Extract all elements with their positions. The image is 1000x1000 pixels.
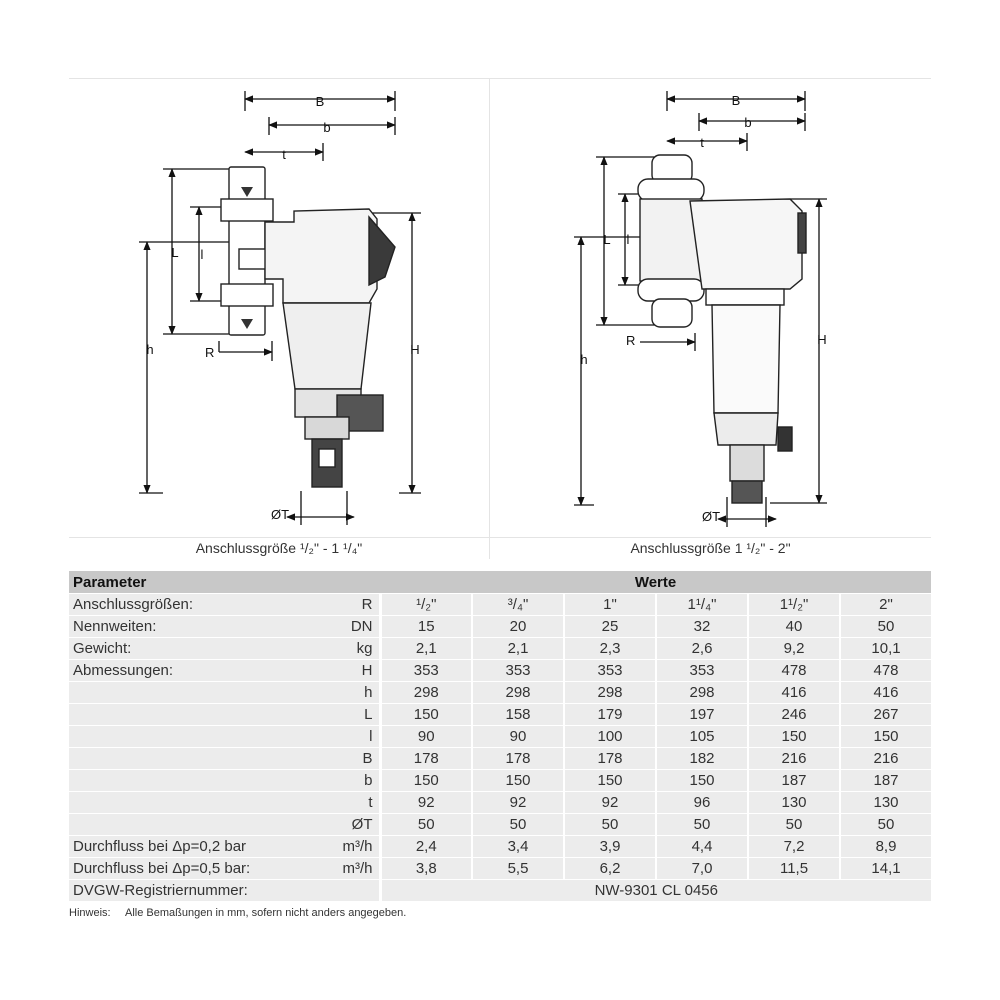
value-cell: 92 (564, 792, 656, 814)
value-cell: 2,6 (656, 638, 748, 660)
value-cell: 353 (472, 660, 564, 682)
value-cell: 130 (748, 792, 840, 814)
row-label (69, 748, 302, 770)
value-cell: 6,2 (564, 858, 656, 880)
row-label (69, 770, 302, 792)
row-label: Abmessungen: (69, 660, 302, 682)
table-row (69, 704, 931, 726)
dim-R: R (626, 333, 636, 348)
row-label: Durchfluss bei Δp=0,2 bar (69, 836, 302, 858)
row-unit: L (302, 704, 380, 726)
table-row (69, 594, 931, 616)
value-cell: 150 (380, 704, 472, 726)
dim-h: h (580, 352, 588, 367)
drawing-right (490, 78, 931, 559)
value-cell: ¹/₂" (380, 594, 472, 616)
value-cell: 178 (472, 748, 564, 770)
value-cell: 150 (564, 770, 656, 792)
drawing-left (69, 78, 490, 559)
dim-H: H (817, 332, 827, 347)
row-label (69, 792, 302, 814)
row-unit: R (302, 594, 380, 616)
value-cell: 150 (380, 770, 472, 792)
value-cell: 25 (564, 616, 656, 638)
value-cell: 15 (380, 616, 472, 638)
dim-h: h (146, 342, 154, 357)
row-unit: ØT (302, 814, 380, 836)
dvgw-label: DVGW-Registriernummer: (69, 880, 302, 902)
dim-t: t (700, 135, 704, 150)
value-cell: 298 (472, 682, 564, 704)
value-cell: 90 (380, 726, 472, 748)
header-values: Werte (380, 571, 931, 594)
row-label (69, 704, 302, 726)
table-row (69, 660, 931, 682)
value-cell: 96 (656, 792, 748, 814)
value-cell: 150 (840, 726, 931, 748)
drawing-caption-right: Anschlussgröße 1 ¹/₂" - 2" (490, 537, 931, 559)
value-cell: 2,3 (564, 638, 656, 660)
header-parameter: Parameter (69, 571, 380, 594)
dim-L: L (603, 232, 611, 247)
table-row (69, 748, 931, 770)
footnote-text: Alle Bemaßungen in mm, sofern nicht anders angegeben. (125, 907, 407, 919)
specification-table (69, 571, 931, 902)
row-unit: B (302, 748, 380, 770)
value-cell: 216 (840, 748, 931, 770)
row-unit: t (302, 792, 380, 814)
value-cell: 40 (748, 616, 840, 638)
value-cell: 416 (748, 682, 840, 704)
value-cell: 197 (656, 704, 748, 726)
value-cell: 187 (748, 770, 840, 792)
drawing-caption-left: Anschlussgröße ¹/₂" - 1 ¹/₄" (69, 537, 489, 559)
value-cell: 158 (472, 704, 564, 726)
value-cell: 2" (840, 594, 931, 616)
value-cell: 14,1 (840, 858, 931, 880)
value-cell: 2,4 (380, 836, 472, 858)
value-cell: 20 (472, 616, 564, 638)
table-row (69, 836, 931, 858)
footnote (69, 907, 406, 919)
row-unit: kg (302, 638, 380, 660)
table-row (69, 814, 931, 836)
value-cell: 150 (656, 770, 748, 792)
dim-T: ØT (702, 509, 721, 524)
value-cell: 92 (380, 792, 472, 814)
footnote-key: Hinweis: (69, 907, 111, 919)
row-unit: h (302, 682, 380, 704)
dim-H: H (410, 342, 420, 357)
value-cell: 32 (656, 616, 748, 638)
value-cell: 92 (472, 792, 564, 814)
value-cell: 353 (380, 660, 472, 682)
table-row (69, 792, 931, 814)
value-cell: 100 (564, 726, 656, 748)
value-cell: ³/₄" (472, 594, 564, 616)
value-cell: 178 (380, 748, 472, 770)
value-cell: 267 (840, 704, 931, 726)
dim-T: ØT (271, 507, 290, 522)
value-cell: 9,2 (748, 638, 840, 660)
value-cell: 2,1 (380, 638, 472, 660)
table-row (69, 770, 931, 792)
row-unit: b (302, 770, 380, 792)
dim-l: l (626, 232, 630, 247)
value-cell: 478 (840, 660, 931, 682)
value-cell: 150 (472, 770, 564, 792)
value-cell: 1¹/₂" (748, 594, 840, 616)
value-cell: 130 (840, 792, 931, 814)
dvgw-unit (302, 880, 380, 902)
value-cell: 187 (840, 770, 931, 792)
value-cell: 246 (748, 704, 840, 726)
row-label (69, 726, 302, 748)
value-cell: 150 (748, 726, 840, 748)
value-cell: 3,4 (472, 836, 564, 858)
dim-B: B (315, 94, 325, 109)
dvgw-value: NW-9301 CL 0456 (380, 880, 931, 902)
value-cell: 90 (472, 726, 564, 748)
dim-L: L (171, 245, 179, 260)
value-cell: 178 (564, 748, 656, 770)
value-cell: 298 (564, 682, 656, 704)
row-label: Durchfluss bei Δp=0,5 bar: (69, 858, 302, 880)
value-cell: 3,8 (380, 858, 472, 880)
row-label: Nennweiten: (69, 616, 302, 638)
value-cell: 298 (380, 682, 472, 704)
dim-t: t (282, 147, 286, 162)
table-row-dvgw (69, 880, 931, 902)
value-cell: 50 (656, 814, 748, 836)
value-cell: 4,4 (656, 836, 748, 858)
value-cell: 50 (380, 814, 472, 836)
value-cell: 216 (748, 748, 840, 770)
value-cell: 50 (840, 814, 931, 836)
value-cell: 298 (656, 682, 748, 704)
value-cell: 10,1 (840, 638, 931, 660)
value-cell: 105 (656, 726, 748, 748)
value-cell: 478 (748, 660, 840, 682)
row-label (69, 814, 302, 836)
value-cell: 1¹/₄" (656, 594, 748, 616)
table-row (69, 726, 931, 748)
value-cell: 2,1 (472, 638, 564, 660)
value-cell: 50 (748, 814, 840, 836)
filter-drawing-small (69, 79, 489, 559)
value-cell: 353 (564, 660, 656, 682)
value-cell: 11,5 (748, 858, 840, 880)
row-unit: DN (302, 616, 380, 638)
dim-b: b (323, 120, 331, 135)
value-cell: 7,2 (748, 836, 840, 858)
filter-drawing-large (490, 79, 931, 559)
value-cell: 3,9 (564, 836, 656, 858)
dim-b: b (744, 115, 752, 130)
value-cell: 416 (840, 682, 931, 704)
dim-B: B (731, 93, 741, 108)
value-cell: 50 (472, 814, 564, 836)
value-cell: 8,9 (840, 836, 931, 858)
value-cell: 353 (656, 660, 748, 682)
row-label: Anschlussgrößen: (69, 594, 302, 616)
value-cell: 182 (656, 748, 748, 770)
dim-l: l (200, 247, 204, 262)
value-cell: 1" (564, 594, 656, 616)
table-row (69, 616, 931, 638)
row-unit: H (302, 660, 380, 682)
row-label: Gewicht: (69, 638, 302, 660)
row-unit: m³/h (302, 836, 380, 858)
value-cell: 179 (564, 704, 656, 726)
table-body (69, 594, 931, 880)
row-label (69, 682, 302, 704)
value-cell: 5,5 (472, 858, 564, 880)
value-cell: 50 (564, 814, 656, 836)
value-cell: 7,0 (656, 858, 748, 880)
row-unit: l (302, 726, 380, 748)
dim-R: R (205, 345, 215, 360)
row-unit: m³/h (302, 858, 380, 880)
value-cell: 50 (840, 616, 931, 638)
table-row (69, 638, 931, 660)
table-row (69, 682, 931, 704)
table-row (69, 858, 931, 880)
table-header (69, 571, 931, 594)
